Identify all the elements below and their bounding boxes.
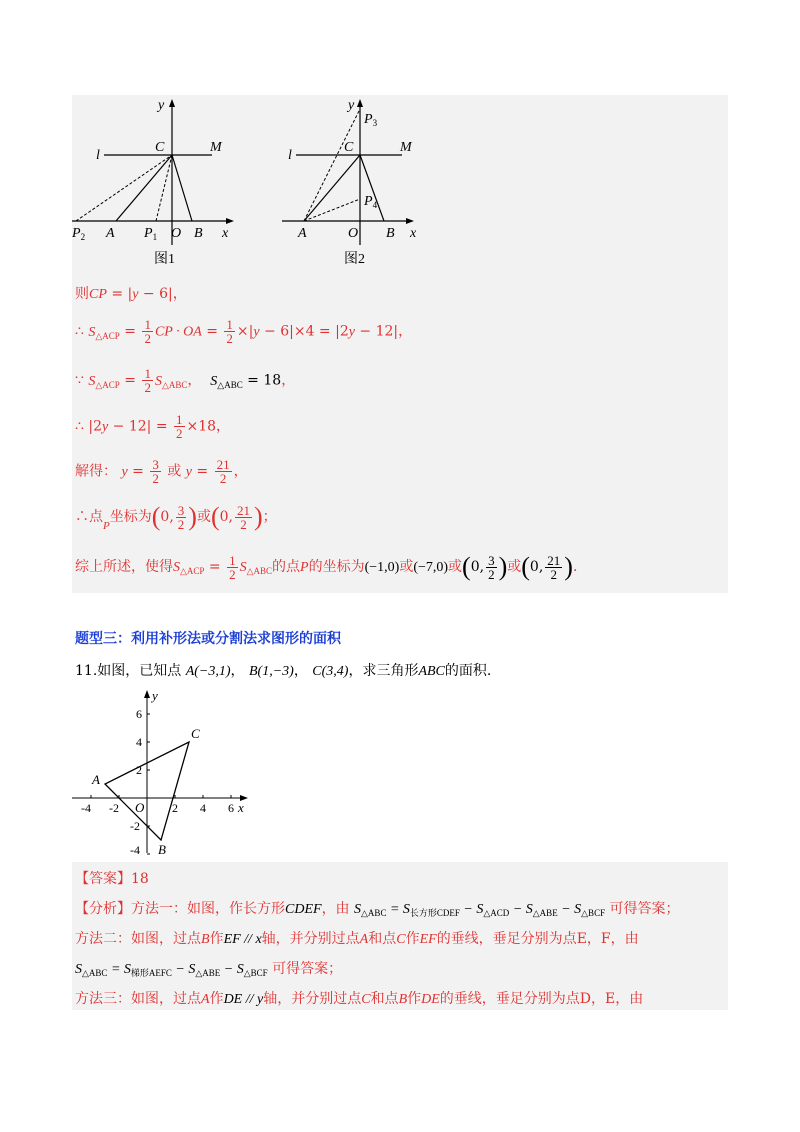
- point-c-label: C: [155, 140, 165, 155]
- or-text-5: 或: [507, 559, 522, 575]
- solution-line-3: ∵ $S_{\triangle ACP}$ = $\frac{1}{2}$ $S_{\triangle ABC}$， $S_{\triangle ABC} = 18$，: [75, 366, 296, 395]
- or-text-3: 或: [399, 559, 414, 575]
- or-text: 或: [167, 463, 182, 480]
- m3-text-b: 作: [209, 991, 224, 1007]
- y-axis-label-2: y: [348, 98, 355, 113]
- method-3-text: 方法三：如图，过点: [75, 991, 201, 1007]
- point-p4-label: $P_4$: [364, 194, 378, 210]
- point-b-label-2: B: [386, 226, 395, 241]
- m2-text-e: 和点: [368, 931, 397, 947]
- or-text-2: 或: [196, 509, 211, 525]
- method-1-text: 方法一：如图，作长方形: [131, 901, 285, 917]
- point-c-label-2: C: [344, 140, 354, 155]
- point-b-coord: B(1,−3): [249, 664, 294, 679]
- figure-1: [72, 95, 252, 275]
- m2-ef-parallel: EF // x: [223, 932, 262, 947]
- m2-ef: EF: [419, 932, 437, 947]
- graph-y-label: y: [152, 688, 158, 703]
- analysis-tag: 【分析】: [75, 901, 131, 917]
- figure-2: [282, 95, 442, 275]
- analysis-method-3: [75, 988, 643, 1008]
- analysis-method-1: 【分析】方法一：如图，作长方形CDEF，由 $S_{\triangle ABC} = S_{长方形CDEF} - S_{\triangle ACD} - S_{\triangle ABE} - S_{\triangle BCF}$ 可得答案；: [75, 901, 680, 918]
- point-p-text: P: [103, 520, 110, 532]
- answer-value: 18: [131, 871, 149, 887]
- section-heading: 题型三：利用补形法或分割法求图形的面积: [75, 631, 341, 647]
- coord-text: 坐标为: [109, 509, 152, 525]
- x-tick-2: 2: [172, 801, 178, 815]
- point-p1-label: $P_1$: [144, 226, 158, 242]
- solve-text: 解得：: [75, 463, 117, 480]
- solution-line-7: 综上所述，使得$S_{\triangle ACP}$ = $\frac{1}{2}$ $S_{\triangle ABC}$的点P的坐标为(−1,0)或(−7,0)或(0, $\frac{3}{2}$ )或(0, $\frac{21}{2}$ ).: [75, 552, 578, 582]
- question-number: 11.: [75, 663, 98, 679]
- answer-line: [75, 868, 149, 888]
- m3-text-f: 的垂线，垂足分别为点: [439, 991, 580, 1007]
- x-tick-6: 6: [228, 801, 234, 815]
- y-tick-4: 4: [136, 735, 142, 749]
- m2-text-g: 作: [405, 931, 420, 947]
- origin-label: O: [171, 226, 182, 241]
- m3-de-parallel: DE // y: [223, 992, 264, 1007]
- solution-line-4: ∴ |2y − 12| = $\frac{1}{2}$ ×18，: [75, 412, 231, 441]
- point-m-label-2: M: [400, 140, 412, 155]
- solution-line-1: 则CP = |y − 6|，: [75, 286, 187, 302]
- x-axis-label: x: [222, 226, 229, 241]
- therefore-symbol-2: ∴: [75, 418, 84, 435]
- m2-text-i: 的垂线，垂足分别为点: [436, 931, 577, 947]
- point-p-text-2: P: [300, 560, 309, 575]
- point-a-label-2: A: [298, 226, 307, 241]
- question-text-3: 的面积.: [444, 663, 492, 679]
- point-m-label: M: [210, 140, 222, 155]
- m3-de: DE: [421, 992, 440, 1007]
- m2-text-j: E，F，由: [576, 931, 639, 947]
- graph-x-label: x: [238, 800, 244, 815]
- m3-point-b: B: [398, 992, 408, 1007]
- y-tick-neg2: -2: [130, 819, 140, 833]
- m3-text-g: D，E，由: [579, 991, 644, 1007]
- rect-name: CDEF: [285, 902, 322, 917]
- method-1-end: 可得答案；: [609, 901, 680, 917]
- analysis-method-2: [75, 928, 639, 948]
- m2-point-b: B: [201, 932, 210, 947]
- x-tick-neg4: -4: [81, 801, 91, 815]
- m2-text-b: 作: [209, 931, 224, 947]
- point-a-coord: A(−3,1): [185, 664, 231, 679]
- question-11: 11.如图，已知点 A(−3,1)， B(1,−3)， C(3,4)，求三角形ABC的面积.: [75, 663, 492, 679]
- solution-line-5: 解得： y = $\frac{3}{2}$ 或 y = $\frac{21}{2}$ ，: [75, 457, 248, 486]
- summary-text: 综上所述，使得: [75, 559, 173, 575]
- point-text: ∴点: [75, 509, 103, 525]
- method-2-text: 方法二：如图，过点: [75, 931, 201, 947]
- m2-point-a: A: [359, 932, 369, 947]
- m2-point-c: C: [396, 932, 406, 947]
- solution-line-6: ∴点$_P$坐标为(0, $\frac{3}{2}$ )或(0, $\frac{21}{2}$ )；: [75, 502, 277, 532]
- graph-point-b: B: [158, 842, 166, 857]
- y-tick-6: 6: [136, 707, 142, 721]
- point-a-label: A: [106, 226, 115, 241]
- y-tick-neg4: -4: [130, 843, 140, 857]
- m3-point-a: A: [201, 992, 210, 1007]
- graph-origin-label: O: [135, 800, 145, 815]
- graph-point-c: C: [191, 726, 200, 741]
- point-c-coord: C(3,4): [312, 664, 349, 679]
- point-text-2: 的点: [272, 559, 301, 575]
- x-tick-4: 4: [200, 801, 206, 815]
- answer-tag: 【答案】: [75, 871, 131, 887]
- m2-text-c: 轴，并分别过点: [261, 931, 360, 947]
- question-text: 如图，已知点: [97, 663, 182, 679]
- point-b-label: B: [194, 226, 203, 241]
- method-2-end: 可得答案；: [272, 961, 343, 977]
- y-axis-label: y: [158, 98, 165, 113]
- because-symbol: ∵: [75, 372, 84, 389]
- coord-text-2: 的坐标为: [308, 559, 365, 575]
- graph-point-a: A: [92, 772, 100, 787]
- m3-text-d: 和点: [370, 991, 399, 1007]
- figure-2-caption: 图2: [344, 252, 365, 267]
- or-text-4: 或: [448, 559, 463, 575]
- then-text: 则: [75, 286, 89, 302]
- figure-1-caption: 图1: [154, 252, 175, 267]
- line-l-label-2: l: [288, 148, 292, 163]
- y-tick-2: 2: [136, 763, 142, 777]
- x-axis-label-2: x: [410, 226, 417, 241]
- origin-label-2: O: [348, 226, 359, 241]
- coordinate-graph: [72, 688, 262, 858]
- point-p2-label: $P_2$: [72, 226, 86, 242]
- x-tick-neg2: -2: [109, 801, 119, 815]
- point-p3-label: $P_3$: [364, 112, 378, 128]
- m3-text-c: 轴，并分别过点: [263, 991, 362, 1007]
- triangle-name: ABC: [418, 664, 445, 679]
- m3-text-e: 作: [407, 991, 422, 1007]
- solution-line-2: ∴ $S_{\triangle ACP}$ = $\frac{1}{2}$ CP · OA = $\frac{1}{2}$ ×|y − 6|×4 = |2y − 12|，: [75, 317, 413, 346]
- method-1-mid: ，由: [321, 901, 350, 917]
- analysis-method-2-formula: $S_{\triangle ABC} = S_{梯形AEFC} - S_{\triangle ABE} - S_{\triangle BCF}$ 可得答案；: [75, 961, 343, 978]
- question-text-2: ，求三角形: [348, 663, 419, 679]
- line-l-label: l: [96, 148, 100, 163]
- therefore-symbol: ∴: [75, 323, 84, 340]
- m3-point-c: C: [361, 992, 371, 1007]
